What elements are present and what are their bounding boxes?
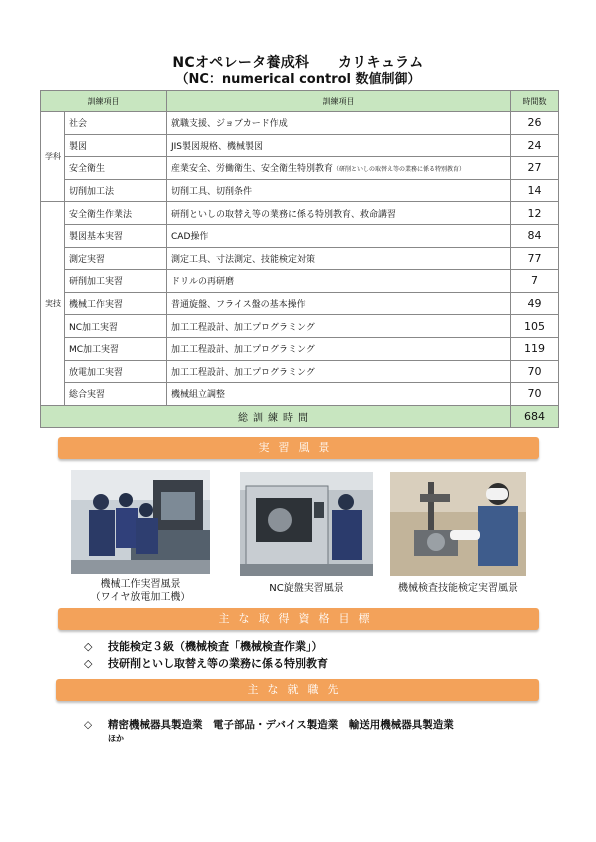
- qualification-item: [84, 638, 323, 654]
- group-label-text: 実技: [45, 299, 61, 309]
- photo-caption-inspection: [384, 582, 532, 595]
- row-hours: 49: [511, 292, 559, 315]
- row-hours: 14: [511, 179, 559, 202]
- photo-wire-edm-image: [71, 470, 210, 574]
- header-item: 訓練項目: [41, 91, 167, 112]
- row-item: 安全衛生: [65, 157, 167, 180]
- row-item: MC加工実習: [65, 337, 167, 360]
- row-hours: 7: [511, 270, 559, 293]
- table-row: [41, 315, 559, 338]
- table-row: [41, 224, 559, 247]
- qualification-item: [84, 655, 328, 671]
- diamond-bullet-icon: ◇: [84, 640, 93, 653]
- row-hours: 12: [511, 202, 559, 225]
- header-hours: 時間数: [511, 91, 559, 112]
- row-content: CAD操作: [167, 224, 511, 247]
- row-hours: 105: [511, 315, 559, 338]
- group-label-lecture: [41, 112, 65, 202]
- curriculum-table: [40, 90, 559, 428]
- row-content: 普通旋盤、フライス盤の基本操作: [167, 292, 511, 315]
- table-header-row: [41, 91, 559, 112]
- caption-line: 機械検査技能検定実習風景: [398, 583, 518, 594]
- employment-extra: ほか: [108, 734, 124, 743]
- row-hours: 77: [511, 247, 559, 270]
- employment-text: 精密機械器具製造業 電子部品・デバイス製造業 輸送用機械器具製造業: [108, 719, 454, 731]
- table-row: [41, 179, 559, 202]
- row-content: [167, 157, 511, 180]
- table-row: [41, 134, 559, 157]
- row-item: 製図基本実習: [65, 224, 167, 247]
- photo-caption-wire-edm: [71, 578, 210, 604]
- row-item: 社会: [65, 112, 167, 135]
- total-hours: 684: [511, 405, 559, 428]
- row-content: 切削工具、切削条件: [167, 179, 511, 202]
- row-content: 就職支援、ジョブカード作成: [167, 112, 511, 135]
- table-row: [41, 157, 559, 180]
- row-content-text: 産業安全、労働衛生、安全衛生特別教育: [171, 164, 334, 175]
- caption-line: NC旋盤実習風景: [269, 583, 344, 594]
- row-item: 放電加工実習: [65, 360, 167, 383]
- group-label-text: 学科: [45, 152, 61, 162]
- table-row: [41, 202, 559, 225]
- row-item: 切削加工法: [65, 179, 167, 202]
- section-practice-banner: 実習風景: [58, 437, 539, 459]
- row-hours: 27: [511, 157, 559, 180]
- qualification-text: 技能検定３級（機械検査「機械検査作業」）: [108, 640, 323, 653]
- row-item: 研削加工実習: [65, 270, 167, 293]
- photo-inspection-image: [390, 472, 526, 576]
- page-title: NCオペレータ養成科 カリキュラム: [172, 55, 424, 71]
- row-content-note: （研削といしの取替え等の業務に係る特別教育）: [333, 166, 466, 174]
- page-subtitle: （NC：numerical control 数値制御）: [175, 72, 421, 87]
- table-row: [41, 112, 559, 135]
- diamond-bullet-icon: ◇: [84, 719, 93, 731]
- row-hours: 84: [511, 224, 559, 247]
- section-employment-banner: 主な就職先: [56, 679, 539, 701]
- table-row: [41, 360, 559, 383]
- qualification-text: 技研削といし取替え等の業務に係る特別教育: [108, 657, 328, 670]
- row-content: 機械組立調整: [167, 383, 511, 406]
- photo-wire-edm: [71, 470, 210, 574]
- table-row: [41, 292, 559, 315]
- photo-inspection: [390, 472, 526, 576]
- row-content: JIS製図規格、機械製図: [167, 134, 511, 157]
- row-item: 安全衛生作業法: [65, 202, 167, 225]
- row-hours: 24: [511, 134, 559, 157]
- header-content: 訓練項目: [167, 91, 511, 112]
- row-hours: 119: [511, 337, 559, 360]
- row-content: ドリルの再研磨: [167, 270, 511, 293]
- row-item: 総合実習: [65, 383, 167, 406]
- row-item: 測定実習: [65, 247, 167, 270]
- row-hours: 26: [511, 112, 559, 135]
- row-item: NC加工実習: [65, 315, 167, 338]
- row-item: 製図: [65, 134, 167, 157]
- table-row: [41, 383, 559, 406]
- table-row: [41, 270, 559, 293]
- table-row: [41, 247, 559, 270]
- caption-line: 機械工作実習風景 （ワイヤ放電加工機）: [90, 579, 191, 603]
- row-content: 測定工具、寸法測定、技能検定対策: [167, 247, 511, 270]
- photo-nc-lathe-image: [240, 472, 373, 576]
- table-row: [41, 337, 559, 360]
- row-content: 加工工程設計、加工プログラミング: [167, 337, 511, 360]
- total-label: 総訓練時間: [41, 405, 511, 428]
- row-content: 研削といしの取替え等の業務に係る特別教育、救命講習: [167, 202, 511, 225]
- row-content: 加工工程設計、加工プログラミング: [167, 360, 511, 383]
- row-item: 機械工作実習: [65, 292, 167, 315]
- row-hours: 70: [511, 383, 559, 406]
- total-row: [41, 405, 559, 428]
- row-content: 加工工程設計、加工プログラミング: [167, 315, 511, 338]
- photo-nc-lathe: [240, 472, 373, 576]
- section-qualifications-banner: 主な取得資格目標: [58, 608, 539, 630]
- employment-item: [84, 717, 454, 732]
- row-hours: 70: [511, 360, 559, 383]
- diamond-bullet-icon: ◇: [84, 657, 93, 670]
- group-label-practical: [41, 202, 65, 405]
- photo-caption-nc-lathe: [228, 582, 385, 595]
